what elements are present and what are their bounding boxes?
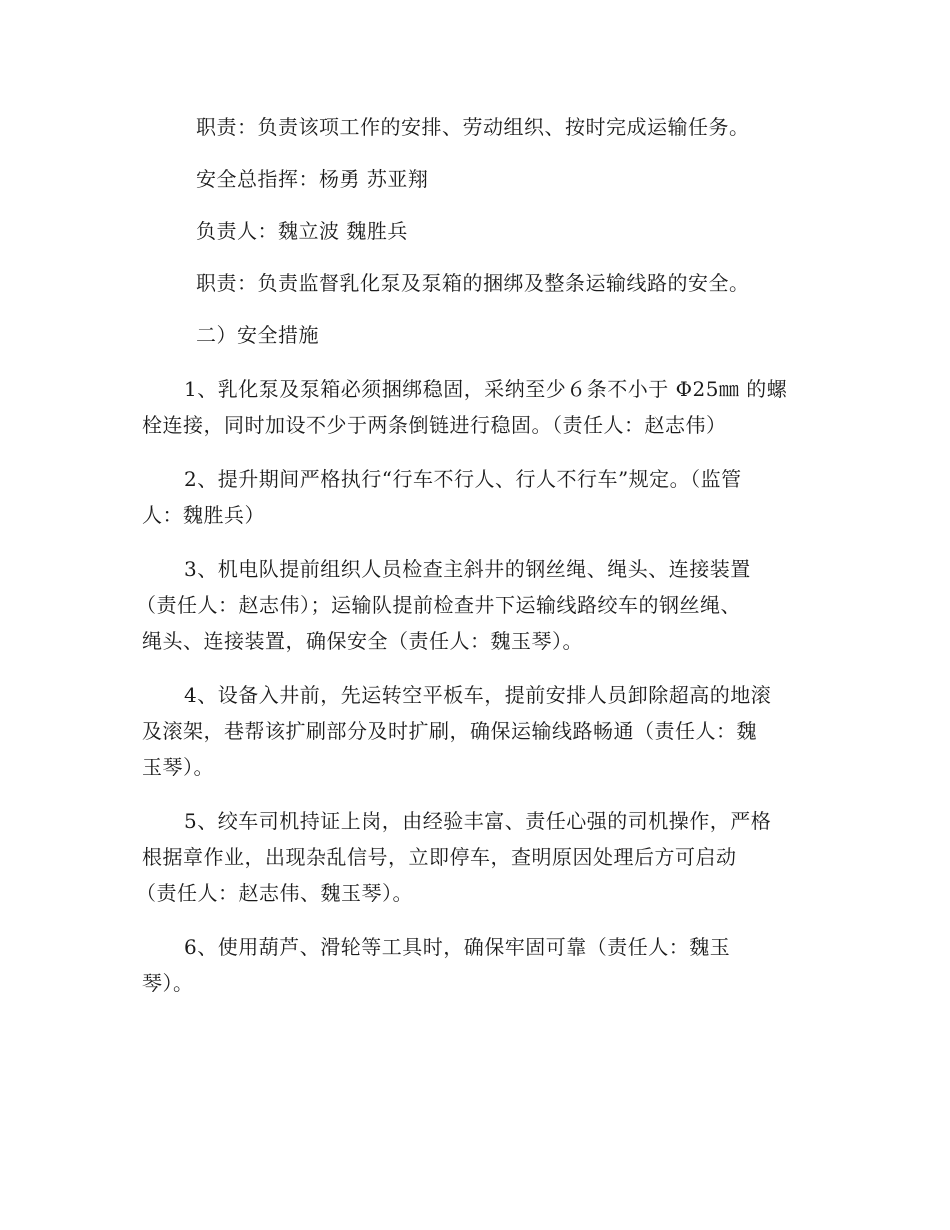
text-line: 栓连接，同时加设不少于两条倒链进行稳固。（责任人：赵志伟） [142, 413, 727, 437]
text-line: 绳头、连接装置，确保安全（责任人：魏玉琴）。 [142, 629, 583, 653]
text-line: 根据章作业，出现杂乱信号，立即停车，查明原因处理后方可启动 [142, 845, 737, 869]
text-line: 琴）。 [142, 971, 194, 995]
text-line: 5、绞车司机持证上岗，由经验丰富、责任心强的司机操作，严格 [184, 809, 772, 833]
text-line: 1、乳化泵及泵箱必须捆绑稳固，采纳至少６条不小于 Φ25㎜ 的螺 [184, 377, 788, 401]
text-line: 安全总指挥：杨勇 苏亚翔 [196, 167, 429, 191]
text-line: 4、设备入井前，先运转空平板车，提前安排人员卸除超高的地滚 [184, 683, 772, 707]
text-line: 及滚架，巷帮该扩刷部分及时扩刷，确保运输线路畅通（责任人：魏 [142, 719, 757, 743]
text-line: 2、提升期间严格执行“行车不行人、行人不行车”规定。（监管 [184, 467, 742, 491]
text-line: 玉琴）。 [142, 755, 214, 779]
text-line: 职责：负责监督乳化泵及泵箱的捆绑及整条运输线路的安全。 [196, 271, 750, 295]
text-line: 职责：负责该项工作的安排、劳动组织、按时完成运输任务。 [196, 115, 750, 139]
text-line: 6、使用葫芦、滑轮等工具时，确保牢固可靠（责任人：魏玉 [184, 935, 731, 959]
section-heading: 二）安全措施 [196, 323, 319, 347]
text-line: 3、机电队提前组织人员检查主斜井的钢丝绳、绳头、连接装置 [184, 557, 751, 581]
text-line: 负责人：魏立波 魏胜兵 [196, 219, 408, 243]
text-line: 人：魏胜兵） [142, 503, 265, 527]
text-line: （责任人：赵志伟）；运输队提前检查井下运输线路绞车的钢丝绳、 [136, 593, 741, 617]
text-line: （责任人：赵志伟、魏玉琴）。 [136, 881, 413, 905]
